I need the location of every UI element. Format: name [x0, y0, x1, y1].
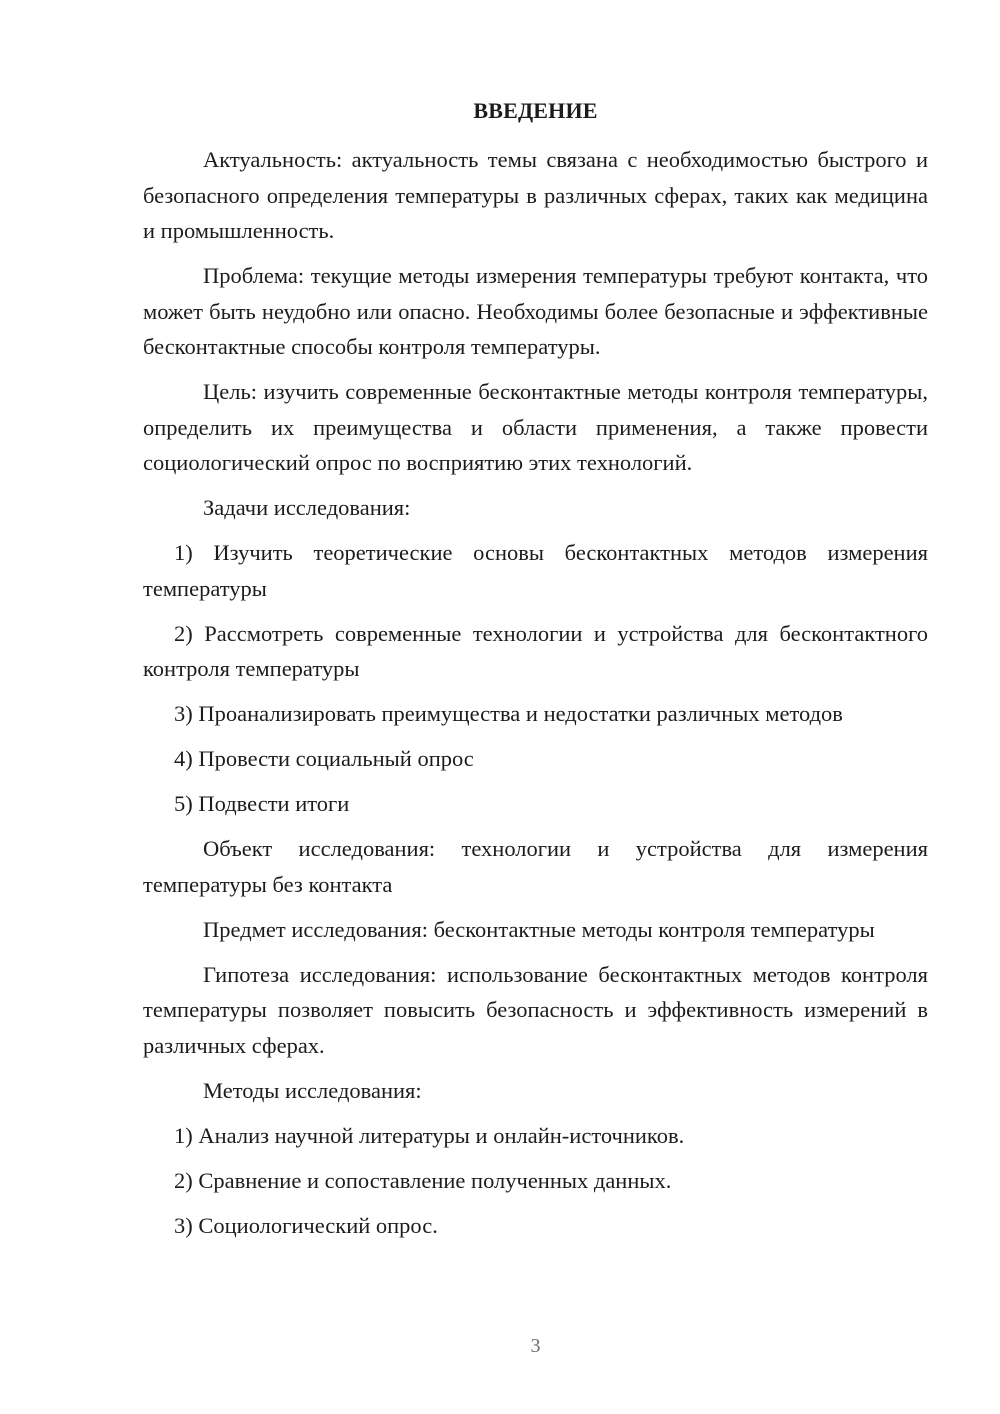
task-item-4: 4) Провести социальный опрос: [174, 746, 474, 771]
paragraph-problem: Проблема: текущие методы измерения температуры требуют контакта, что может быть неудобно или опасно. Необходимы более безопасные и эффективные бесконтактные способы контроля температуры.: [143, 263, 928, 359]
task-item-1: 1) Изучить теоретические основы бесконтактных методов измерения температуры: [143, 540, 928, 601]
task-item-3: 3) Проанализировать преимущества и недостатки различных методов: [174, 701, 843, 726]
method-item-3: 3) Социологический опрос.: [174, 1212, 438, 1238]
method-item-2: 2) Сравнение и сопоставление полученных данных.: [174, 1167, 672, 1193]
paragraph-methods-heading: Методы исследования:: [203, 1077, 422, 1103]
paragraph-goal: Цель: изучить современные бесконтактные методы контроля температуры, определить их преимущества и области применения, а также провести социологический опрос по восприятию этих технологий.: [143, 379, 928, 475]
paragraph-relevance: Актуальность: актуальность темы связана с необходимостью быстрого и безопасного определения температуры в различных сферах, таких как медицина и промышленность.: [143, 147, 928, 243]
task-item-5: 5) Подвести итоги: [174, 791, 350, 816]
paragraph-object: Объект исследования: технологии и устройства для измерения температуры без контакта: [143, 836, 928, 897]
document-page: [143, 0, 928, 1414]
paragraph-hypothesis: Гипотеза исследования: использование бесконтактных методов контроля температуры позволяет повысить безопасность и эффективность измерений в различных сферах.: [143, 961, 928, 1058]
paragraph-tasks-heading: Задачи исследования:: [203, 495, 411, 520]
section-heading: ВВЕДЕНИЕ: [473, 98, 598, 123]
paragraph-subject: Предмет исследования: бесконтактные методы контроля температуры: [203, 916, 875, 942]
method-item-1: 1) Анализ научной литературы и онлайн-источников.: [174, 1122, 685, 1148]
task-item-2: 2) Рассмотреть современные технологии и устройства для бесконтактного контроля температуры: [143, 620, 928, 681]
page-number: 3: [530, 1335, 541, 1357]
document-body: [143, 142, 928, 1243]
